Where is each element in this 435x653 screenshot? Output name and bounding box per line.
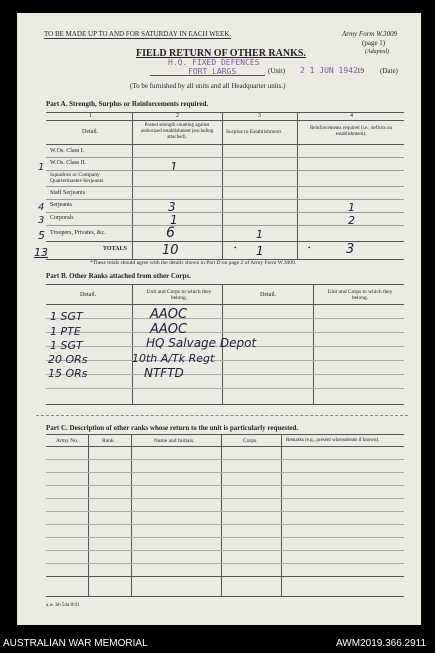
- part-b-head-rule: [46, 304, 404, 305]
- attached-detail-1: 1 SGT: [50, 310, 83, 323]
- col-head-posted: Posted strength counting against authorized establishment (excluding attached).: [140, 123, 214, 140]
- col-head-reinf: Reinforcements required (i.e., deficits on establishment).: [309, 126, 393, 137]
- row-rule: [46, 550, 404, 551]
- row-rule: [46, 537, 404, 538]
- unit-label: (Unit): [268, 67, 286, 75]
- row-rule: [46, 498, 404, 499]
- footer-accession: AWM2019.366.2911: [336, 638, 427, 649]
- attached-detail-3: 1 SGT: [50, 339, 83, 352]
- row-rule: [46, 212, 404, 213]
- row-posted-wo2: 1: [170, 160, 178, 174]
- row-rule: [46, 576, 404, 577]
- part-c-top-rule: [46, 434, 404, 435]
- print-code: a.w. Im 54a 8/41: [46, 603, 80, 608]
- row-margin-pte: 5: [38, 229, 45, 242]
- attached-unit-3: HQ Salvage Depot: [146, 336, 257, 350]
- year-label: 19: [357, 67, 364, 75]
- row-margin-wo2: 1: [38, 162, 45, 173]
- row-rule: [46, 511, 404, 512]
- row-detail-ssgt: Staff Serjeants: [50, 190, 86, 196]
- unit-underline: [150, 75, 265, 76]
- part-b-head-detail-2: Detail.: [260, 292, 277, 298]
- row-detail-cqms: Squadron or Company Quartermaster-Serjeants: [50, 172, 104, 184]
- row-detail-sgt: Serjeants: [50, 202, 72, 208]
- col-head-surplus: Surplus to Establishment.: [226, 129, 283, 135]
- row-rule: [46, 318, 404, 319]
- row-posted-pte: 6: [166, 225, 175, 241]
- col-num-4: 4: [350, 113, 353, 119]
- part-c-bottom-rule: [46, 596, 404, 597]
- totals-label: TOTALS: [103, 246, 127, 252]
- totals-note: *These totals should agree with the details shown in Part D on page 2 of Army Form W.3009.: [90, 260, 297, 266]
- row-rule: [46, 332, 404, 333]
- row-rule: [46, 186, 404, 187]
- part-c-head-remarks: Remarks (e.g., present whereabouts if known).: [286, 438, 380, 443]
- total-surplus: 1: [256, 244, 264, 258]
- row-detail-cpl: Corporals: [50, 215, 74, 221]
- header-instruction: TO BE MADE UP TO AND FOR SATURDAY IN EACH WEEK.: [44, 30, 232, 38]
- part-c-heading: Part C. Description of other ranks whose return to the unit is particularly requested.: [46, 424, 299, 432]
- row-rule: [46, 170, 404, 171]
- part-b-bottom-rule: [46, 404, 404, 405]
- unit-stamp-line2: FORT LARGS: [188, 67, 237, 76]
- part-b-col-divider: [132, 284, 133, 404]
- col-head-detail: Detail.: [82, 129, 99, 135]
- row-posted-cpl: 1: [170, 213, 178, 227]
- part-b-head-unit-1: Unit and Corps to which they belong.: [146, 289, 212, 301]
- total-surplus-marker: •: [234, 244, 237, 252]
- row-detail-wo1: W.Os. Class I.: [50, 148, 85, 154]
- row-surplus-pte: 1: [256, 228, 263, 241]
- part-b-heading: Part B. Other Ranks attached from other Corps.: [46, 272, 191, 280]
- totals-margin: 13: [34, 246, 48, 259]
- part-c-head-rule: [46, 446, 404, 447]
- row-rule: [46, 225, 404, 226]
- total-reinf-marker: •: [308, 244, 311, 252]
- row-rule: [46, 524, 404, 525]
- row-rule: [46, 199, 404, 200]
- attached-unit-5: NTFTD: [144, 366, 184, 380]
- unit-stamp-line1: H.Q. FIXED DEFENCES: [168, 58, 260, 67]
- attached-unit-4: 10th A/Tk Regt: [132, 352, 215, 365]
- row-rule: [46, 388, 404, 389]
- adapted-note: (Adapted): [365, 49, 389, 55]
- part-b-top-rule: [46, 284, 404, 285]
- attached-unit-1: AAOC: [150, 307, 188, 322]
- tear-line: [36, 415, 408, 416]
- furnish-note: (To be furnished by all units and all Headquarter units.): [130, 82, 286, 90]
- footer-institution: AUSTRALIAN WAR MEMORIAL: [3, 638, 148, 649]
- part-c-head-name: Name and Initials.: [154, 438, 195, 444]
- attached-detail-2: 1 PTE: [50, 325, 81, 338]
- row-margin-cpl: 3: [38, 215, 45, 226]
- date-stamp: 2 1 JUN 1942: [300, 66, 358, 75]
- row-margin-sgt: 4: [38, 202, 45, 213]
- row-detail-pte: Troopers, Privates, &c.: [50, 230, 106, 236]
- row-rule: [46, 472, 404, 473]
- part-a-heading: Part A. Strength, Surplus or Reinforcements required.: [46, 100, 209, 108]
- row-rule: [46, 459, 404, 460]
- row-rule: [46, 374, 404, 375]
- row-reinf-cpl: 2: [348, 214, 355, 227]
- col-num-1: 1: [89, 113, 92, 119]
- part-b-head-detail-1: Detail.: [80, 292, 97, 298]
- row-reinf-sgt: 1: [348, 201, 355, 214]
- form-title: FIELD RETURN OF OTHER RANKS.: [136, 48, 306, 59]
- form-number: Army Form W.3009: [342, 30, 398, 38]
- col-num-2: 2: [176, 113, 179, 119]
- page-number: (page 1): [362, 39, 386, 47]
- attached-detail-5: 15 ORs: [48, 367, 88, 380]
- row-rule: [46, 360, 404, 361]
- part-c-head-rank: Rank.: [102, 438, 115, 444]
- row-posted-sgt: 3: [168, 200, 176, 214]
- part-c-head-armyno: Army No.: [56, 438, 79, 444]
- part-b-col-divider: [313, 284, 314, 404]
- attached-detail-4: 20 ORs: [48, 353, 88, 366]
- part-a-head-rule: [46, 144, 404, 145]
- row-detail-wo2: W.Os. Class II.: [50, 160, 87, 166]
- col-num-3: 3: [258, 113, 261, 119]
- total-reinf: 3: [346, 242, 355, 257]
- row-rule: [46, 157, 404, 158]
- row-rule: [46, 485, 404, 486]
- total-posted: 10: [162, 243, 179, 258]
- attached-unit-2: AAOC: [150, 322, 188, 337]
- part-c-head-corps: Corps.: [243, 438, 258, 444]
- part-b-head-unit-2: Unit and Corps to which they belong.: [327, 289, 393, 301]
- date-label: (Date): [380, 67, 398, 75]
- part-a-num-rule: [46, 120, 404, 121]
- row-rule: [46, 563, 404, 564]
